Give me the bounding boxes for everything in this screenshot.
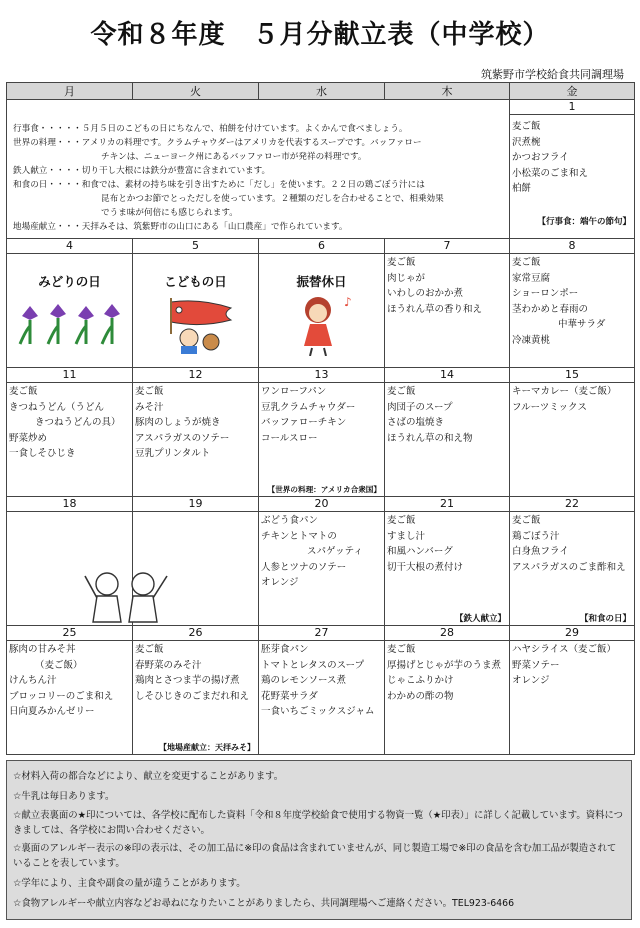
iris-flowers-illustration — [10, 296, 130, 346]
day-cell-28 — [385, 626, 510, 755]
day-number: 1 — [510, 100, 634, 115]
menu-item: 麦ご飯 — [387, 386, 416, 397]
menu-item: オレンジ — [261, 577, 299, 589]
menu-item: 肉じゃが — [387, 272, 426, 284]
menu-item: しそひじきのごまだれ和え — [135, 690, 250, 702]
svg-text:♪: ♪ — [343, 295, 352, 309]
menu-item: アスパラガスのごま酢和え — [512, 561, 626, 573]
day-number: 4 — [7, 239, 132, 254]
menu-calendar — [6, 82, 635, 755]
holiday-label: 振替休日 — [296, 274, 347, 289]
menu-item: 切干大根の煮付け — [387, 561, 464, 573]
menu-item: 麦ご飯 — [9, 386, 38, 397]
menu-item: 麦ご飯 — [512, 121, 541, 132]
day-number: 26 — [133, 626, 258, 641]
menu-item: ワンローフパン — [261, 386, 327, 397]
menu-item: 胚芽食パン — [261, 644, 309, 655]
menu-item: 野菜ソテー — [512, 659, 560, 671]
holiday-label: みどりの日 — [38, 274, 101, 289]
day-cell-1 — [510, 100, 635, 239]
menu-item: フルーツミックス — [512, 401, 587, 413]
day-number: 25 — [7, 626, 132, 641]
page-title: 令和８年度 ５月分献立表（中学校） — [90, 20, 550, 50]
day-number: 28 — [385, 626, 509, 641]
note-line: チキンは、ニューヨーク州にあるバッファロー市が発祥の料理です。 — [101, 152, 367, 162]
menu-item: スパゲッティ — [307, 546, 363, 558]
day-number: 12 — [133, 368, 258, 383]
menu-item: 鶏ごぼう汁 — [512, 530, 560, 542]
notes-cell — [7, 100, 510, 239]
day-cell-27 — [259, 626, 385, 755]
menu-item: トマトとレタスのスープ — [261, 659, 365, 671]
menu-item: みそ汁 — [135, 401, 164, 413]
week-row — [7, 100, 635, 239]
menu-item: ブロッコリーのごま和え — [9, 690, 114, 702]
day-cell-12 — [133, 368, 259, 497]
day-cell-29 — [510, 626, 635, 755]
day-cell-14 — [385, 368, 510, 497]
menu-item: 白身魚フライ — [512, 546, 569, 558]
menu-item: すまし汁 — [387, 530, 426, 542]
menu-item: 麦ご飯 — [135, 386, 164, 397]
day-cell-6 — [259, 239, 385, 368]
menu-item: 豆乳プリンタルト — [135, 448, 211, 460]
menu-item: 冷凍黄桃 — [512, 334, 551, 346]
footer-note: ☆牛乳は毎日あります。 — [13, 790, 115, 802]
day-number: 7 — [385, 239, 509, 254]
weekday-fri: 金 — [510, 83, 635, 100]
week-row — [7, 626, 635, 755]
menu-item: さばの塩焼き — [387, 417, 445, 429]
weekday-wed: 水 — [259, 83, 385, 100]
day-number: 21 — [385, 497, 509, 512]
day-number: 19 — [133, 497, 258, 512]
footer-note: ☆学年により、主食や副食の量が違うことがあります。 — [13, 878, 246, 889]
menu-item: 麦ご飯 — [512, 257, 541, 268]
menu-item: 麦ご飯 — [387, 257, 416, 268]
menu-item: （麦ご飯） — [35, 659, 83, 671]
event-tag: 【地場産献立：天拝みそ】 — [159, 743, 255, 752]
day-number: 29 — [510, 626, 634, 641]
menu-item: 沢煮椀 — [512, 136, 541, 148]
day-cell-25 — [7, 626, 133, 755]
menu-item: キーマカレー（麦ご飯） — [512, 386, 617, 397]
menu-item: 柏餅 — [512, 183, 532, 195]
note-line: 地場産献立・・・天拝みそは、筑紫野市の山口にある「山口農産」で作られています。 — [13, 222, 348, 232]
menu-item: 日向夏みかんゼリー — [9, 706, 95, 718]
menu-item: 厚揚げとじゃが芋のうま煮 — [387, 659, 502, 671]
kids-cheering-illustration — [77, 566, 177, 624]
menu-item: ほうれん草の香り和え — [387, 303, 483, 315]
menu-item: じゃこふりかけ — [387, 675, 454, 687]
holiday-label: こどもの日 — [164, 274, 227, 289]
day-cell-15 — [510, 368, 635, 497]
event-tag: 【鉄人献立】 — [454, 614, 506, 624]
menu-item: 豚肉の甘みそ丼 — [9, 644, 76, 655]
day-number: 20 — [259, 497, 384, 512]
menu-item: ほうれん草の和え物 — [387, 432, 473, 444]
menu-item: かつおフライ — [512, 152, 569, 164]
day-number: 18 — [7, 497, 132, 512]
day-number: 14 — [385, 368, 509, 383]
menu-item: 鶏のレモンソース煮 — [261, 675, 347, 687]
menu-item: 中華サラダ — [558, 319, 606, 331]
day-cell-7 — [385, 239, 510, 368]
page-subtitle: 筑紫野市学校給食共同調理場 — [481, 68, 624, 81]
menu-item: 肉団子のスープ — [387, 401, 453, 413]
week-row — [7, 497, 635, 626]
day-cell-26 — [133, 626, 259, 755]
menu-item: 一食いちごミックスジャム — [261, 706, 375, 718]
day-number: 5 — [133, 239, 258, 254]
week-row — [7, 239, 635, 368]
menu-item: 麦ご飯 — [512, 515, 541, 526]
footer-notes — [6, 760, 632, 920]
menu-item: 麦ご飯 — [135, 644, 164, 655]
menu-item: 豚肉のしょうが焼き — [135, 417, 221, 429]
menu-item: ぶどう食パン — [261, 515, 319, 526]
menu-item: 麦ご飯 — [387, 515, 416, 526]
event-tag: 【和食の日】 — [579, 614, 631, 624]
menu-item: きつねうどん（うどん — [9, 401, 105, 413]
day-cell-8 — [510, 239, 635, 368]
footer-note: ☆食物アレルギーや献立内容などお尋ねになりたいことがありましたら、共同調理場へご連絡ください。TEL923-6466 — [13, 897, 515, 909]
event-tag: 【世界の料理：アメリカ合衆国】 — [267, 485, 381, 494]
footer-note: ☆献立表裏面の★印については、各学校に配布した資料「令和８年度学校給食で使用する物資一覧（★印表）」に詳しく記載しています。資料につきましては、各学校にお問い合わせください。 — [13, 810, 624, 836]
note-line: 鉄人献立・・・・切り干し大根には鉄分が豊富に含まれています。 — [13, 166, 271, 176]
weekday-mon: 月 — [7, 83, 133, 100]
menu-item: 一食しそひじき — [9, 448, 76, 460]
menu-item: けんちん汁 — [9, 675, 57, 687]
day-cell-22 — [510, 497, 635, 626]
menu-item: 人参とツナのソテー — [261, 561, 347, 573]
carp-streamer-illustration — [151, 294, 241, 354]
note-line: 和食の日・・・・和食では、素材の持ち味を引き出すために「だし」を使います。２２日の鶏ごぼう汁には — [13, 180, 425, 190]
event-tag: 【行事食：端午の節句】 — [537, 217, 631, 227]
day-cell-11 — [7, 368, 133, 497]
menu-item: 豆乳クラムチャウダー — [261, 401, 356, 413]
menu-item: 野菜炒め — [9, 432, 48, 444]
menu-item: 麦ご飯 — [387, 644, 416, 655]
weekday-thu: 木 — [385, 83, 510, 100]
note-line: 昆布とかつお節でとっただしを使っています。２種類のだしを合わせることで、相乗効果 — [101, 194, 444, 204]
notes-block — [7, 100, 509, 238]
day-cell-5 — [133, 239, 259, 368]
day-number: 6 — [259, 239, 384, 254]
menu-item: バッファローチキン — [261, 417, 347, 429]
menu-item: コールスロー — [261, 432, 318, 444]
menu-item: チキンとトマトの — [261, 530, 337, 542]
girl-singing-illustration — [282, 292, 362, 356]
menu-item: 鶏肉とさつま芋の揚げ煮 — [135, 675, 240, 687]
day-number: 13 — [259, 368, 384, 383]
day-cell-4 — [7, 239, 133, 368]
week-row — [7, 368, 635, 497]
day-number: 22 — [510, 497, 634, 512]
note-line: でうま味が何倍にも感じられます。 — [101, 208, 238, 218]
menu-item: 花野菜サラダ — [261, 690, 318, 702]
note-line: 行事食・・・・・５月５日のこどもの日にちなんで、柏餅を付けています。よくかんで食べましょう。 — [13, 124, 408, 134]
menu-item: 茎わかめと春雨の — [512, 303, 589, 315]
day-number: 8 — [510, 239, 634, 254]
day-number: 27 — [259, 626, 384, 641]
menu-item: わかめの酢の物 — [387, 690, 454, 702]
footer-note: ☆材料入荷の都合などにより、献立を変更することがあります。 — [13, 771, 284, 782]
menu-item: 春野菜のみそ汁 — [135, 659, 202, 671]
footer-note: ☆裏面のアレルギー表示の※印の表示は、その加工品に※印の食品は含まれていませんが、同じ製造工場で※印の食品を含む加工品が製造されていることを表しています。 — [13, 843, 617, 869]
menu-item: ショーロンポー — [512, 288, 579, 300]
menu-item: いわしのおかか煮 — [387, 288, 464, 300]
note-line: 世界の料理・・・アメリカの料理です。クラムチャウダーはアメリカを代表するスープです。バッファロー — [13, 138, 422, 148]
menu-item: 和風ハンバーグ — [387, 546, 453, 558]
menu-item: アスパラガスのソテー — [135, 432, 230, 444]
day-cell-20 — [259, 497, 385, 626]
menu-item: きつねうどんの具） — [35, 417, 121, 429]
day-cell-13 — [259, 368, 385, 497]
day-number: 11 — [7, 368, 132, 383]
menu-item: 家常豆腐 — [512, 272, 551, 284]
day-cell-21 — [385, 497, 510, 626]
menu-item: ハヤシライス（麦ご飯） — [512, 644, 617, 655]
weekday-tue: 火 — [133, 83, 259, 100]
day-cell-18 — [7, 497, 133, 626]
menu-item: オレンジ — [512, 675, 550, 687]
day-number: 15 — [510, 368, 634, 383]
menu-item: 小松菜のごま和え — [512, 167, 589, 179]
weekday-header-row — [7, 83, 635, 100]
